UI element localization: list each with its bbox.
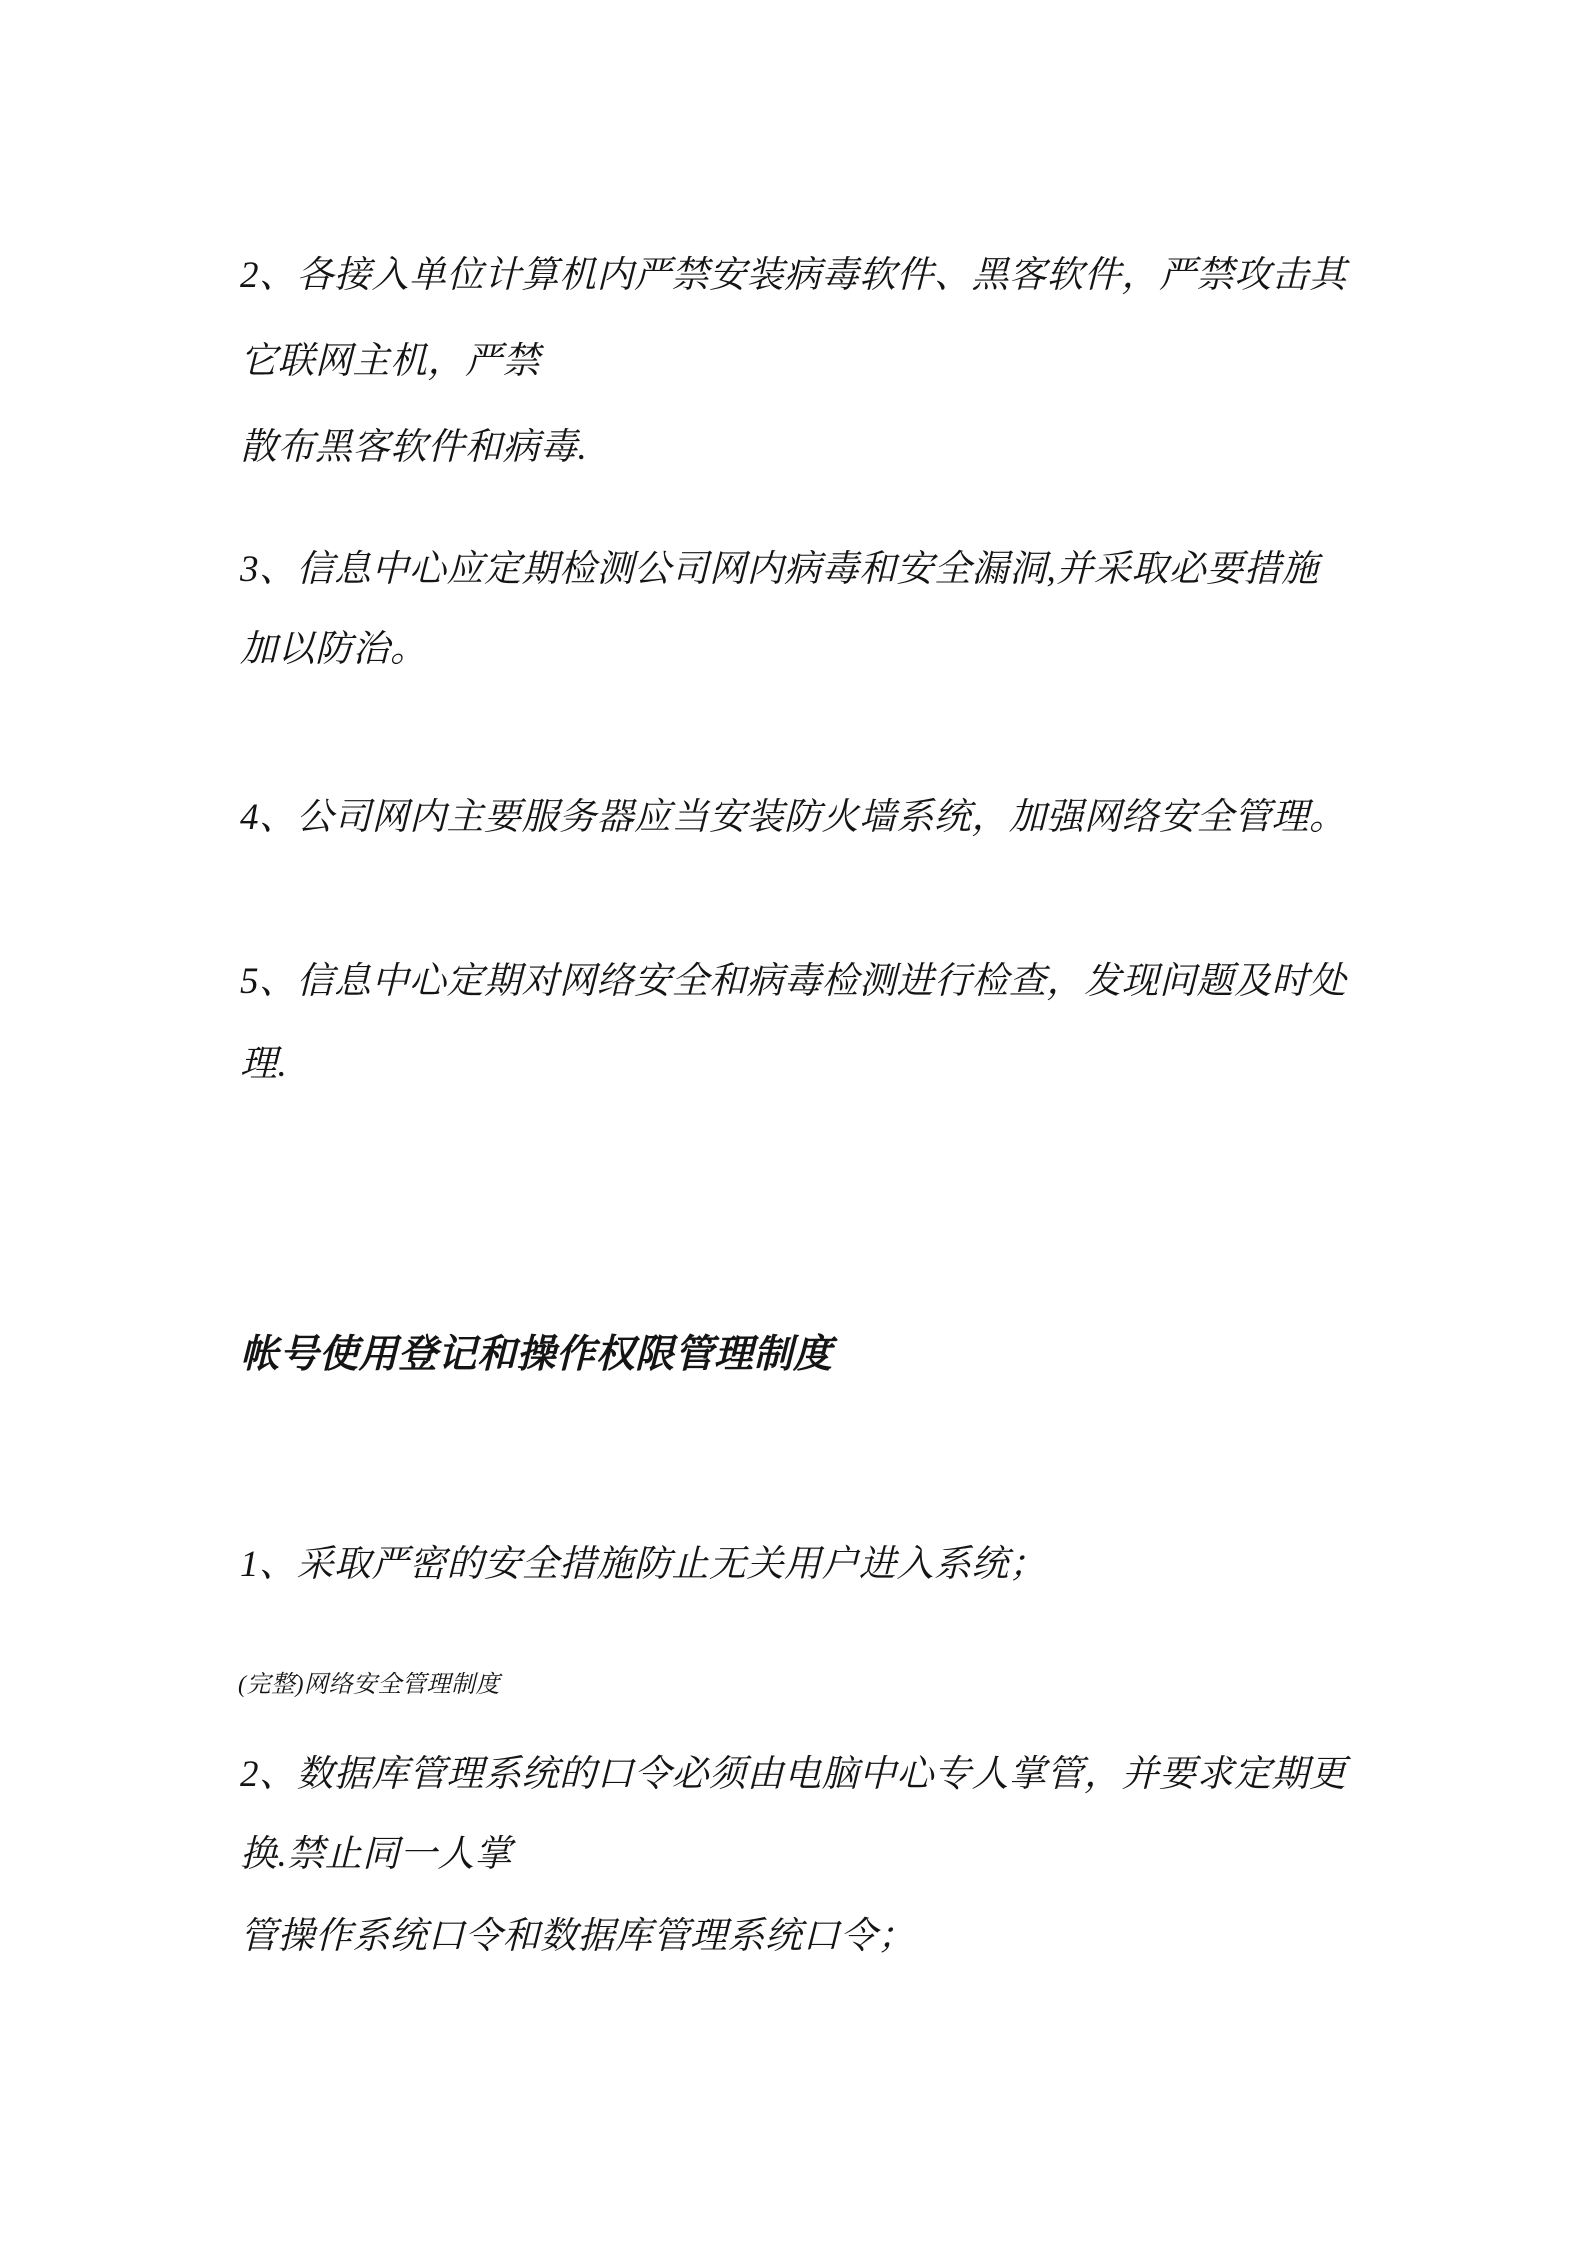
body-line: 2、各接入单位计算机内严禁安装病毒软件、黑客软件，严禁攻击其 [240,255,1347,296]
body-line: 5、信息中心定期对网络安全和病毒检测进行检查，发现问题及时处 [240,961,1347,1002]
body-line: 加以防治。 [240,629,428,670]
body-line: 它联网主机，严禁 [240,341,540,382]
body-line: 理. [240,1044,288,1085]
body-line: 4、公司网内主要服务器应当安装防火墙系统，加强网络安全管理。 [240,797,1347,838]
body-line: 1、采取严密的安全措施防止无关用户进入系统； [240,1544,1047,1585]
body-line: 2、数据库管理系统的口令必须由电脑中心专人掌管，并要求定期更 [240,1754,1347,1795]
body-line: 3、信息中心应定期检测公司网内病毒和安全漏洞,并采取必要措施 [240,549,1319,590]
body-line: 管操作系统口令和数据库管理系统口令； [240,1916,915,1957]
section-heading: 帐号使用登记和操作权限管理制度 [240,1333,833,1376]
body-line: 换.禁止同一人掌 [240,1834,513,1875]
watermark-line: (完整)网络安全管理制度 [238,1672,500,1698]
body-line: 散布黑客软件和病毒. [240,427,588,468]
